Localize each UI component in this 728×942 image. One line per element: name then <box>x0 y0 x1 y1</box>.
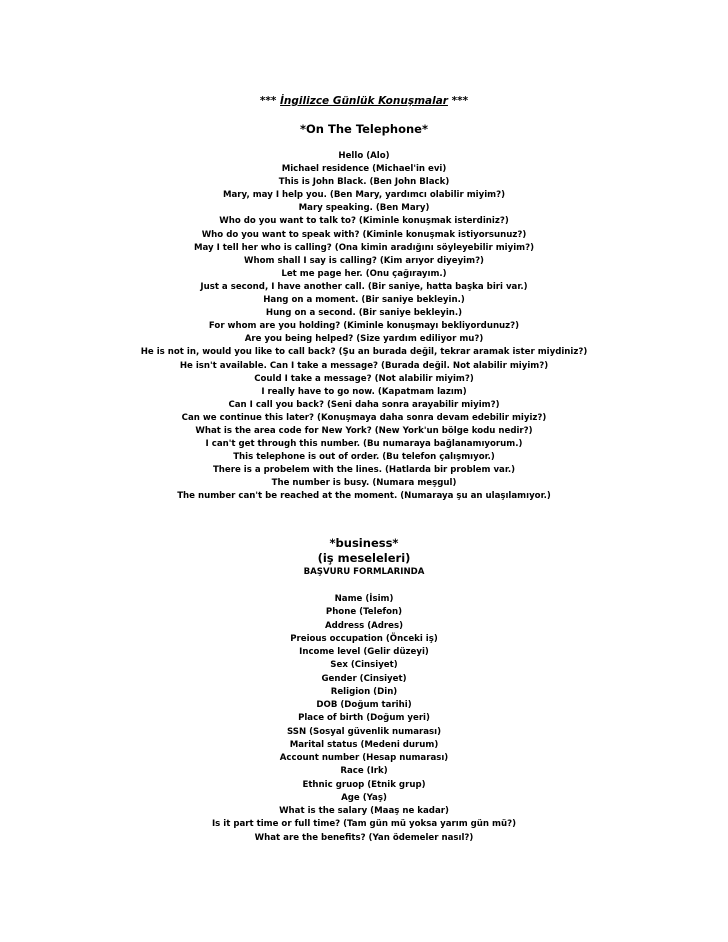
phrase-line: What is the salary (Maaş ne kadar) <box>279 806 449 816</box>
title-main: İngilizce Günlük Konuşmalar <box>280 95 448 107</box>
phrase-line: He isn't available. Can I take a message? (Burada değil. Not alabilir miyim?) <box>179 360 549 371</box>
phrase-line: There is a probelem with the lines. (Hatlarda bir problem var.) <box>212 465 516 476</box>
phrase-line: Is it part time or full time? (Tam gün mü yoksa yarım gün mü?) <box>211 819 517 830</box>
phrase-line: Age (Yaş) <box>341 792 387 803</box>
phrase-line: He is not in, would you like to call back? (Şu an burada değil, tekrar aramak ister miydiniz?) <box>140 347 588 358</box>
phrase-line: Ethnic gruop (Etnik grup) <box>302 779 426 790</box>
phrase-line: Who do you want to speak with? (Kiminle konuşmak istiyorsunuz?) <box>201 229 527 240</box>
phrase-line: What is the area code for New York? (New York'un bölge kodu nedir?) <box>195 425 533 436</box>
phrase-line: Gender (Cinsiyet) <box>321 673 407 684</box>
phrase-line: Whom shall I say is calling? (Kim arıyor diyeyim?) <box>244 255 484 266</box>
business-heading: *business* <box>329 536 399 550</box>
business-heading-translation: (iş meseleleri) <box>317 551 411 565</box>
phrase-line: May I tell her who is calling? (Ona kimin aradığını söyleyebilir miyim?) <box>193 242 535 253</box>
phrase-line: The number is busy. (Numara meşgul) <box>271 478 457 489</box>
phrase-line: Phone (Telefon) <box>325 607 403 618</box>
phrase-line: Can we continue this later? (Konuşmaya daha sonra devam edebilir miyiz?) <box>181 412 547 423</box>
phrase-line: Mary, may I help you. (Ben Mary, yardımcı olabilir miyim?) <box>222 190 506 201</box>
phrase-line: Michael residence (Michael'in evi) <box>281 164 447 175</box>
application-forms-subheading: BAŞVURU FORMLARINDA <box>303 567 425 577</box>
title-suffix: *** <box>447 95 469 107</box>
phrase-line: Income level (Gelir düzeyi) <box>299 647 429 657</box>
phrase-line: Address (Adres) <box>324 620 404 631</box>
phrase-line: Hung on a second. (Bir saniye bekleyin.) <box>265 308 463 319</box>
business-phrase-list <box>0 593 728 845</box>
phrase-line: Sex (Cinsiyet) <box>330 660 398 671</box>
phrase-line: This telephone is out of order. (Bu telefon çalışmıyor.) <box>233 452 495 463</box>
phrase-line: Preious occupation (Önceki iş) <box>290 633 438 644</box>
phrase-line: Hello (Alo) <box>338 151 390 161</box>
phrase-line: Mary speaking. (Ben Mary) <box>298 203 430 214</box>
phrase-line: Religion (Din) <box>330 686 398 697</box>
phrase-line: Place of birth (Doğum yeri) <box>298 713 430 724</box>
title-prefix: *** <box>259 95 281 107</box>
telephone-phrase-list <box>0 150 728 504</box>
phrase-line: Can I call you back? (Seni daha sonra arayabilir miyim?) <box>228 399 500 410</box>
telephone-heading: *On The Telephone* <box>300 122 428 136</box>
phrase-line: Are you being helped? (Size yardım ediliyor mu?) <box>244 334 484 345</box>
phrase-line: Marital status (Medeni durum) <box>289 739 439 750</box>
phrase-line: I can't get through this number. (Bu numaraya bağlanamıyorum.) <box>205 439 523 450</box>
phrase-line: For whom are you holding? (Kiminle konuşmayı bekliyordunuz?) <box>208 321 520 332</box>
phrase-line: Just a second, I have another call. (Bir saniye, hatta başka biri var.) <box>200 281 528 292</box>
phrase-line: This is John Black. (Ben John Black) <box>278 177 450 188</box>
phrase-line: Account number (Hesap numarası) <box>279 753 449 763</box>
phrase-line: SSN (Sosyal güvenlik numarası) <box>286 726 442 737</box>
phrase-line: Hang on a moment. (Bir saniye bekleyin.) <box>263 295 465 306</box>
phrase-line: What are the benefits? (Yan ödemeler nasıl?) <box>254 832 474 843</box>
phrase-line: Let me page her. (Onu çağırayım.) <box>281 268 447 279</box>
phrase-line: I really have to go now. (Kapatmam lazım) <box>261 386 467 397</box>
phrase-line: The number can't be reached at the moment. (Numaraya şu an ulaşılamıyor.) <box>177 491 551 502</box>
phrase-line: Who do you want to talk to? (Kiminle konuşmak isterdiniz?) <box>219 216 509 227</box>
phrase-line: DOB (Doğum tarihi) <box>316 700 412 710</box>
phrase-line: Could I take a message? (Not alabilir miyim?) <box>254 373 474 384</box>
phrase-line: Race (Irk) <box>340 766 388 777</box>
document-title <box>0 95 728 107</box>
phrase-line: Name (İsim) <box>334 594 394 604</box>
